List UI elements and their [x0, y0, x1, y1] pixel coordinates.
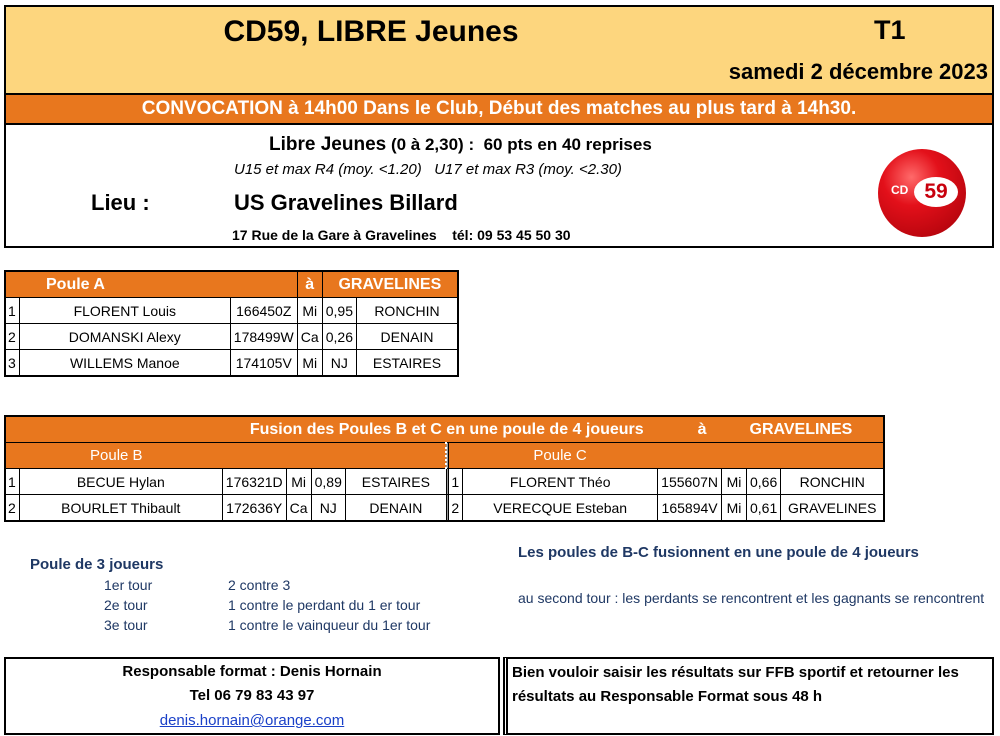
fusion-header: [5, 416, 884, 443]
licence-number: 155607N: [658, 469, 722, 495]
licence-number: 176321D: [222, 469, 286, 495]
tour-description: 2 contre 3: [228, 577, 291, 593]
table-row: [5, 469, 884, 495]
player-name: VERECQUE Esteban: [463, 495, 658, 522]
format-target: 60 pts en 40 reprises: [483, 135, 652, 154]
player-name: WILLEMS Manoe: [19, 350, 230, 377]
category-cell: Mi: [286, 469, 311, 495]
average-cell: 0,95: [322, 298, 356, 324]
convocation-banner: CONVOCATION à 14h00 Dans le Club, Début des matches au plus tard à 14h30.: [6, 93, 992, 125]
results-instructions: Bien vouloir saisir les résultats sur FFB sportif et retourner les résultats au Responsable Format sous 48 h: [512, 664, 959, 705]
category-cell: Ca: [286, 495, 311, 522]
format-name: Libre Jeunes: [269, 134, 387, 155]
fusion-at: à: [658, 416, 747, 443]
manager-name: Responsable format : Denis Hornain: [122, 663, 382, 680]
poule-a-venue: GRAVELINES: [322, 271, 458, 298]
cd59-logo: [878, 149, 966, 237]
fusion-title: Fusion des Poules B et C en une poule de 4 joueurs: [5, 416, 658, 443]
licence-number: 172636Y: [222, 495, 286, 522]
poule-b-label: Poule B: [5, 443, 446, 469]
poule-a-at: à: [297, 271, 322, 298]
average-cell: 0,61: [747, 495, 781, 522]
merge-rules-title: Les poules de B-C fusionnent en une poule de 4 joueurs: [518, 544, 919, 561]
venue-address: 17 Rue de la Gare à Gravelines tél: 09 53 45 50 30: [232, 227, 571, 243]
tour-label: 2e tour: [104, 597, 148, 613]
rank-cell: 3: [5, 350, 19, 377]
player-name: FLORENT Louis: [19, 298, 230, 324]
venue-club: US Gravelines Billard: [234, 190, 458, 215]
format-colon: :: [468, 135, 475, 154]
player-name: BOURLET Thibault: [19, 495, 222, 522]
poule-labels-row: [5, 443, 884, 469]
tour-label: 1er tour: [104, 577, 153, 593]
player-name: FLORENT Théo: [463, 469, 658, 495]
rank-cell: 2: [449, 495, 463, 522]
three-player-rules-title: Poule de 3 joueurs: [30, 556, 164, 573]
club-cell: ESTAIRES: [356, 350, 458, 377]
logo-number: 59: [914, 177, 958, 207]
page-title: CD59, LIBRE Jeunes: [223, 15, 519, 48]
club-cell: DENAIN: [356, 324, 458, 350]
table-row: [5, 324, 458, 350]
licence-number: 165894V: [658, 495, 722, 522]
event-date: samedi 2 décembre 2023: [728, 59, 988, 84]
category-cell: Mi: [722, 469, 747, 495]
category-cell: Mi: [297, 350, 322, 377]
licence-number: 178499W: [230, 324, 297, 350]
category-cell: Ca: [297, 324, 322, 350]
tour-description: 1 contre le perdant du 1 er tour: [228, 597, 421, 613]
table-row: [5, 495, 884, 522]
poule-a-title: Poule A: [5, 271, 297, 298]
club-cell: RONCHIN: [356, 298, 458, 324]
tour-description: 1 contre le vainqueur du 1er tour: [228, 617, 431, 633]
rank-cell: 1: [449, 469, 463, 495]
manager-email-link[interactable]: denis.hornain@orange.com: [159, 712, 345, 729]
club-cell: DENAIN: [345, 495, 446, 522]
format-manager-box: [4, 657, 500, 735]
club-cell: RONCHIN: [781, 469, 885, 495]
rank-cell: 1: [5, 298, 19, 324]
average-cell: 0,26: [322, 324, 356, 350]
club-cell: GRAVELINES: [781, 495, 885, 522]
licence-number: 166450Z: [230, 298, 297, 324]
category-cell: Mi: [297, 298, 322, 324]
average-cell: NJ: [322, 350, 356, 377]
format-range: (0 à 2,30): [390, 135, 464, 154]
tour-label: 3e tour: [104, 617, 148, 633]
category-cell: Mi: [722, 495, 747, 522]
poule-a-header: [5, 271, 458, 298]
average-cell: NJ: [311, 495, 345, 522]
licence-number: 174105V: [230, 350, 297, 377]
club-cell: ESTAIRES: [345, 469, 446, 495]
player-name: BECUE Hylan: [19, 469, 222, 495]
format-line: [269, 134, 652, 156]
player-name: DOMANSKI Alexy: [19, 324, 230, 350]
rank-cell: 2: [5, 324, 19, 350]
average-cell: 0,89: [311, 469, 345, 495]
rank-cell: 1: [5, 469, 19, 495]
fusion-bc-table: [4, 415, 885, 522]
average-cell: 0,66: [747, 469, 781, 495]
poule-c-label: Poule C: [449, 443, 884, 469]
title-band: [6, 7, 992, 93]
logo-cd-text: CD: [891, 183, 909, 197]
venue-label: Lieu :: [91, 190, 150, 215]
merge-rules-text: au second tour : les perdants se rencontrent et les gagnants se rencontrent: [518, 590, 985, 606]
poule-a-table: [4, 270, 459, 377]
table-row: [5, 350, 458, 377]
fusion-venue: GRAVELINES: [747, 416, 885, 443]
rank-cell: 2: [5, 495, 19, 522]
results-instructions-box: [503, 657, 994, 735]
table-row: [5, 298, 458, 324]
convocation-header: [4, 5, 994, 248]
eligibility-levels: U15 et max R4 (moy. <1.20) U17 et max R3 (moy. <2.30): [234, 161, 622, 178]
round-label: T1: [874, 15, 906, 45]
manager-phone: Tel 06 79 83 43 97: [189, 687, 315, 704]
